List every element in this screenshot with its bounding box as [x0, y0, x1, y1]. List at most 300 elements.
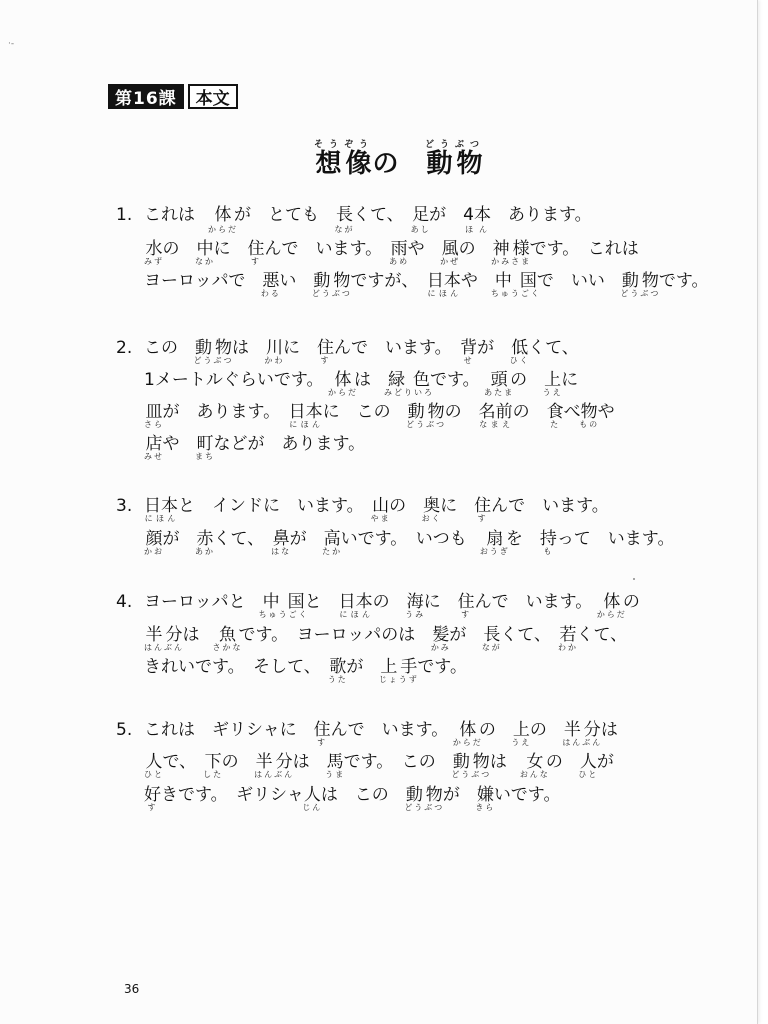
kanji-text: 町: [195, 434, 215, 454]
furigana-reading: ちゅうごく: [258, 610, 309, 619]
text-fragment: です。 この: [343, 752, 453, 772]
furigana-reading: なが: [334, 225, 355, 234]
kanji-text: 日本: [426, 271, 461, 291]
furigana-reading: はな: [271, 547, 292, 556]
kanji-text: 体: [208, 205, 238, 225]
kanji-with-furigana: [460, 338, 478, 365]
passage-line: [144, 403, 615, 428]
text-fragment: が: [449, 625, 484, 645]
text-fragment: で、: [162, 752, 205, 772]
text-fragment: や: [460, 271, 495, 291]
furigana-reading: どうぶつ: [193, 356, 234, 365]
text-fragment: ですが、: [350, 271, 427, 291]
kanji-with-furigana: [457, 592, 475, 619]
furigana-reading: さら: [144, 420, 164, 429]
passage-line: [116, 721, 618, 746]
furigana-reading: にほん: [338, 610, 373, 619]
furigana-reading: も: [539, 547, 557, 556]
kanji-text: 食: [546, 402, 564, 422]
furigana-reading: どうぶつ: [451, 770, 492, 779]
kanji-text: 好: [144, 785, 161, 805]
kanji-with-furigana: [288, 402, 323, 429]
kanji-with-furigana: [195, 434, 215, 461]
furigana-reading: おうぎ: [479, 547, 510, 556]
kanji-text: 顔: [144, 529, 164, 549]
passage-line: [144, 786, 560, 811]
passage-number: 4.: [116, 592, 133, 612]
title-kanji: [425, 140, 486, 179]
kanji-with-furigana: [247, 239, 265, 266]
furigana-reading: はんぶん: [562, 738, 603, 747]
kanji-text: 雨: [389, 239, 410, 259]
kanji-with-furigana: [452, 720, 483, 747]
section-label: 本文: [188, 84, 238, 109]
furigana-reading: せ: [460, 356, 478, 365]
furigana-reading: からだ: [208, 225, 238, 234]
kanji-text: 半分: [144, 625, 184, 645]
kanji-with-furigana: [144, 434, 164, 461]
text-fragment: の: [545, 752, 580, 772]
text-fragment: くて、: [500, 625, 560, 645]
furigana-reading: なが: [481, 643, 502, 652]
kanji-text: 物: [579, 402, 600, 422]
furigana-reading: ひと: [144, 770, 164, 779]
kanji-text: 日本: [338, 592, 373, 612]
lesson-header: [108, 84, 238, 109]
kanji-with-furigana: [479, 529, 510, 556]
passage-number: 3.: [116, 496, 133, 516]
furigana-reading: たか: [322, 547, 343, 556]
passage-line: [144, 371, 578, 396]
text-fragment: いです。: [493, 785, 561, 805]
text-fragment: です。: [417, 657, 467, 677]
kanji-with-furigana: [258, 592, 309, 619]
furigana-reading: あし: [410, 225, 431, 234]
kanji-with-furigana: [426, 271, 461, 298]
text-fragment: は: [292, 752, 327, 772]
kanji-text: 動物: [404, 785, 445, 805]
kanji-text: 下: [203, 752, 224, 772]
scan-dot: [633, 578, 635, 580]
text-fragment: 1メートルぐらいです。: [144, 370, 332, 390]
passage-line: [144, 240, 639, 265]
kanji-with-furigana: [491, 239, 532, 266]
passage-line: [116, 593, 640, 618]
kanji-with-furigana: [542, 370, 563, 397]
kanji-text: 赤: [195, 529, 215, 549]
text-fragment: です。: [658, 271, 709, 291]
furigana-reading: どうぶつ: [406, 420, 447, 429]
kanji-text: 人: [578, 752, 599, 772]
text-fragment: ヨーロッパで: [144, 271, 263, 291]
text-fragment: を: [505, 529, 540, 549]
kanji-with-furigana: [334, 205, 355, 234]
kanji-with-furigana: [195, 239, 215, 266]
passage-number: 2.: [116, 338, 133, 358]
kanji-text: 店: [144, 434, 164, 454]
text-fragment: は: [600, 720, 618, 740]
furigana-reading: なまえ: [478, 420, 513, 429]
text-fragment: これは ギリシャに: [144, 720, 314, 740]
furigana-reading: す: [317, 356, 334, 365]
kanji-text: 髪: [430, 625, 451, 645]
furigana-reading: からだ: [596, 610, 627, 619]
kanji-text: 若: [557, 625, 578, 645]
furigana-reading: す: [247, 257, 265, 266]
kanji-with-furigana: [406, 402, 447, 429]
kanji-text: 頭: [484, 370, 515, 390]
text-fragment: で いい: [536, 271, 622, 291]
text-fragment: と: [304, 592, 339, 612]
kanji-with-furigana: [539, 529, 557, 556]
text-fragment: くて、: [576, 625, 628, 645]
text-fragment: や: [597, 402, 615, 422]
furigana-reading: はんぶん: [144, 643, 184, 652]
kanji-text: 中国: [258, 592, 309, 612]
kanji-text: 海: [405, 592, 426, 612]
text-fragment: が: [162, 529, 197, 549]
kanji-text: 動物: [406, 402, 447, 422]
kanji-with-furigana: [430, 625, 451, 652]
kanji-text: 緑色: [383, 370, 434, 390]
text-fragment: が: [477, 338, 512, 358]
text-fragment: べ: [563, 402, 581, 422]
furigana-reading: す: [144, 803, 161, 812]
kanji-text: 体: [596, 592, 627, 612]
text-fragment: の: [512, 402, 547, 422]
kanji-text: 上手: [378, 657, 419, 677]
text-fragment: が あります。: [162, 402, 289, 422]
kanji-with-furigana: [317, 338, 334, 365]
text-fragment: に: [440, 496, 475, 516]
kanji-text: 日本: [144, 496, 178, 516]
furigana-reading: わか: [557, 643, 578, 652]
kanji-text: 奥: [421, 496, 442, 516]
kanji-with-furigana: [383, 370, 434, 397]
kanji-text: 半分: [562, 720, 603, 740]
kanji-text: 動物: [311, 271, 352, 291]
text-fragment: の: [162, 239, 197, 259]
passage-number: 5.: [116, 720, 133, 740]
text-fragment: は: [182, 625, 217, 645]
furigana-reading: した: [203, 770, 224, 779]
text-fragment: と インドに います。: [178, 496, 373, 516]
passage-line: [116, 339, 579, 364]
kanji-with-furigana: [440, 239, 461, 266]
scan-speck: ·‐: [8, 39, 15, 49]
furigana-reading: あたま: [484, 388, 515, 397]
kanji-with-furigana: [509, 338, 530, 365]
text-fragment: の: [221, 752, 256, 772]
text-fragment: に この: [322, 402, 408, 422]
kanji-with-furigana: [405, 592, 426, 619]
text-fragment: ヨーロッパと: [144, 592, 263, 612]
furigana-reading: じん: [302, 803, 323, 812]
kanji-with-furigana: [193, 338, 234, 365]
kanji-with-furigana: [596, 592, 627, 619]
kanji-with-furigana: [313, 720, 331, 747]
passage-line: [144, 530, 674, 555]
furigana-reading: にほん: [144, 514, 178, 523]
kanji-with-furigana: [208, 205, 238, 234]
kanji-with-furigana: [519, 752, 550, 779]
kanji-with-furigana: [144, 496, 178, 523]
kanji-text: 魚: [212, 625, 243, 645]
kanji-with-furigana: [475, 785, 496, 812]
kanji-with-furigana: [490, 271, 541, 298]
kanji-with-furigana: [478, 402, 513, 429]
kanji-with-furigana: [203, 752, 224, 779]
furigana-reading: みず: [144, 257, 164, 266]
passage-line: [116, 497, 609, 522]
furigana-reading: た: [546, 420, 564, 429]
text-fragment: きです。 ギリシャ: [161, 785, 304, 805]
furigana-reading: うえ: [542, 388, 563, 397]
kanji-text: 動物: [620, 271, 661, 291]
text-fragment: は: [489, 752, 524, 772]
kanji-with-furigana: [451, 752, 492, 779]
furigana-reading: かぜ: [440, 257, 461, 266]
furigana-reading: どうぶつ: [311, 289, 352, 298]
kanji-text: 動物: [193, 338, 234, 358]
text-fragment: の: [622, 592, 640, 612]
kanji-with-furigana: [578, 752, 599, 779]
text-fragment: です。 これは: [529, 239, 639, 259]
kanji-with-furigana: [474, 496, 492, 523]
kanji-text: 水: [144, 239, 164, 259]
kanji-text: 皿: [144, 402, 164, 422]
text-fragment: が とても: [234, 205, 336, 225]
passage-line: [144, 272, 708, 297]
furigana-reading: みどりいろ: [383, 388, 434, 397]
kanji-text: 住: [317, 338, 334, 358]
furigana-reading: じょうず: [378, 675, 419, 684]
text-fragment: が: [442, 785, 477, 805]
kanji-with-furigana: [144, 752, 164, 779]
passage-number: 1.: [116, 205, 133, 225]
furigana-reading: うみ: [405, 610, 426, 619]
furigana-reading: おんな: [519, 770, 550, 779]
text-fragment: などが あります。: [213, 434, 366, 454]
kanji-text: 鼻: [271, 529, 292, 549]
kanji-with-furigana: [260, 271, 281, 298]
text-fragment: の: [529, 720, 564, 740]
kanji-with-furigana: [562, 720, 603, 747]
kanji-text: 長: [334, 205, 355, 225]
kanji-with-furigana: [144, 402, 164, 429]
kanji-with-furigana: [546, 402, 564, 429]
text-fragment: くて、: [353, 205, 413, 225]
text-fragment: の: [458, 239, 493, 259]
kanji-text: 上: [542, 370, 563, 390]
furigana-reading: かみ: [430, 643, 451, 652]
kanji-with-furigana: [271, 529, 292, 556]
kanji-text: 中国: [490, 271, 541, 291]
furigana-reading: にほん: [288, 420, 323, 429]
text-fragment: や: [407, 239, 442, 259]
kanji-text: 日本: [288, 402, 323, 422]
furigana-reading: からだ: [452, 738, 483, 747]
text-fragment: が: [289, 529, 324, 549]
kanji-text: 山: [370, 496, 391, 516]
kanji-text: 神様: [491, 239, 532, 259]
text-fragment: この: [144, 338, 195, 358]
kanji-text: 人: [144, 752, 164, 772]
kanji-text: 悪: [260, 271, 281, 291]
text-fragment: や: [162, 434, 197, 454]
kanji-with-furigana: [421, 496, 442, 523]
furigana-reading: あめ: [389, 257, 410, 266]
passage-line: [144, 626, 627, 651]
kanji-with-furigana: [389, 239, 410, 266]
kanji-text: 長: [481, 625, 502, 645]
title-kanji: [314, 140, 375, 179]
page-number: 36: [124, 982, 140, 996]
text-fragment: が: [596, 752, 614, 772]
title-furigana: どうぶつ: [425, 140, 486, 150]
text-fragment: の: [478, 720, 513, 740]
kanji-with-furigana: [144, 239, 164, 266]
furigana-reading: どうぶつ: [404, 803, 445, 812]
kanji-with-furigana: [254, 752, 295, 779]
text-fragment: に: [561, 370, 579, 390]
kanji-with-furigana: [404, 785, 445, 812]
kanji-with-furigana: [557, 625, 578, 652]
page-title: [314, 140, 485, 180]
kanji-text: 低: [509, 338, 530, 358]
furigana-reading: さかな: [212, 643, 243, 652]
text-fragment: い: [279, 271, 314, 291]
kanji-text: 扇: [479, 529, 510, 549]
kanji-text: 住: [474, 496, 492, 516]
kanji-text: 歌: [327, 657, 348, 677]
furigana-reading: うた: [327, 675, 348, 684]
kanji-with-furigana: [620, 271, 661, 298]
kanji-with-furigana: [195, 529, 215, 556]
furigana-reading: わる: [260, 289, 281, 298]
furigana-reading: うえ: [511, 738, 532, 747]
lesson-number-label: 第16課: [108, 84, 184, 109]
furigana-reading: にほん: [426, 289, 461, 298]
furigana-reading: かわ: [264, 356, 285, 365]
title-furigana: そうぞう: [314, 140, 375, 150]
kanji-with-furigana: [481, 625, 502, 652]
text-fragment: きれいです。 そして、: [144, 657, 330, 677]
kanji-with-furigana: [264, 338, 285, 365]
text-fragment: に: [283, 338, 317, 358]
kanji-with-furigana: [322, 529, 343, 556]
furigana-reading: なか: [195, 257, 215, 266]
kanji-text: 住: [313, 720, 331, 740]
furigana-reading: やま: [370, 514, 391, 523]
title-kanji-text: 動物: [425, 149, 486, 179]
text-fragment: くて、: [528, 338, 579, 358]
text-fragment: の: [510, 370, 545, 390]
furigana-reading: す: [457, 610, 475, 619]
kanji-with-furigana: [212, 625, 243, 652]
text-fragment: んで います。: [264, 239, 391, 259]
furigana-reading: からだ: [327, 388, 358, 397]
kanji-text: 体: [452, 720, 483, 740]
furigana-reading: かみさま: [491, 257, 532, 266]
kanji-text: 住: [247, 239, 265, 259]
kanji-text: 川: [264, 338, 285, 358]
text-fragment: は: [232, 338, 266, 358]
furigana-reading: はんぶん: [254, 770, 295, 779]
kanji-with-furigana: [511, 720, 532, 747]
kanji-with-furigana: [370, 496, 391, 523]
kanji-with-furigana: [311, 271, 352, 298]
kanji-with-furigana: [144, 785, 161, 812]
kanji-with-furigana: [327, 370, 358, 397]
text-fragment: に: [213, 239, 248, 259]
text-fragment: は この: [320, 785, 406, 805]
kanji-text: 女: [519, 752, 550, 772]
kanji-with-furigana: [484, 370, 515, 397]
text-fragment: の: [444, 402, 479, 422]
title-kanji-text: 想像: [314, 149, 375, 179]
furigana-reading: す: [474, 514, 492, 523]
kanji-text: 背: [460, 338, 478, 358]
kanji-text: 4本: [463, 205, 491, 225]
kanji-with-furigana: [302, 785, 323, 812]
text-fragment: です。 ヨーロッパのは: [238, 625, 433, 645]
furigana-reading: きら: [475, 803, 496, 812]
furigana-reading: ほん: [463, 225, 491, 234]
kanji-text: 馬: [325, 752, 346, 772]
passage-line: [144, 753, 614, 778]
kanji-with-furigana: [410, 205, 431, 234]
kanji-text: 中: [195, 239, 215, 259]
text-fragment: んで います。: [334, 338, 461, 358]
kanji-text: 上: [511, 720, 532, 740]
text-fragment: が: [346, 657, 381, 677]
furigana-reading: ひく: [509, 356, 530, 365]
furigana-reading: かお: [144, 547, 164, 556]
kanji-text: 高: [322, 529, 343, 549]
text-fragment: んで います。: [491, 496, 609, 516]
furigana-reading: うま: [325, 770, 346, 779]
furigana-reading: おく: [421, 514, 442, 523]
kanji-with-furigana: [378, 657, 419, 684]
text-fragment: です。: [429, 370, 489, 390]
text-fragment: の: [389, 496, 424, 516]
kanji-with-furigana: [579, 402, 600, 429]
passage-line: [144, 658, 467, 683]
kanji-text: 持: [539, 529, 557, 549]
furigana-reading: まち: [195, 452, 215, 461]
furigana-reading: ちゅうごく: [490, 289, 541, 298]
text-fragment: んで います。: [330, 720, 457, 740]
text-fragment: いです。 いつも: [340, 529, 484, 549]
furigana-reading: もの: [579, 420, 600, 429]
text-fragment: あります。: [491, 205, 592, 225]
kanji-text: 動物: [451, 752, 492, 772]
text-fragment: って います。: [556, 529, 675, 549]
kanji-with-furigana: [463, 205, 491, 234]
text-fragment: の: [372, 592, 407, 612]
kanji-text: 体: [327, 370, 358, 390]
furigana-reading: あか: [195, 547, 215, 556]
kanji-text: 人: [302, 785, 323, 805]
text-fragment: くて、: [213, 529, 273, 549]
passage-line: [144, 435, 365, 460]
kanji-text: 住: [457, 592, 475, 612]
text-fragment: に: [423, 592, 458, 612]
furigana-reading: ひと: [578, 770, 599, 779]
furigana-reading: みせ: [144, 452, 164, 461]
text-fragment: は: [353, 370, 388, 390]
